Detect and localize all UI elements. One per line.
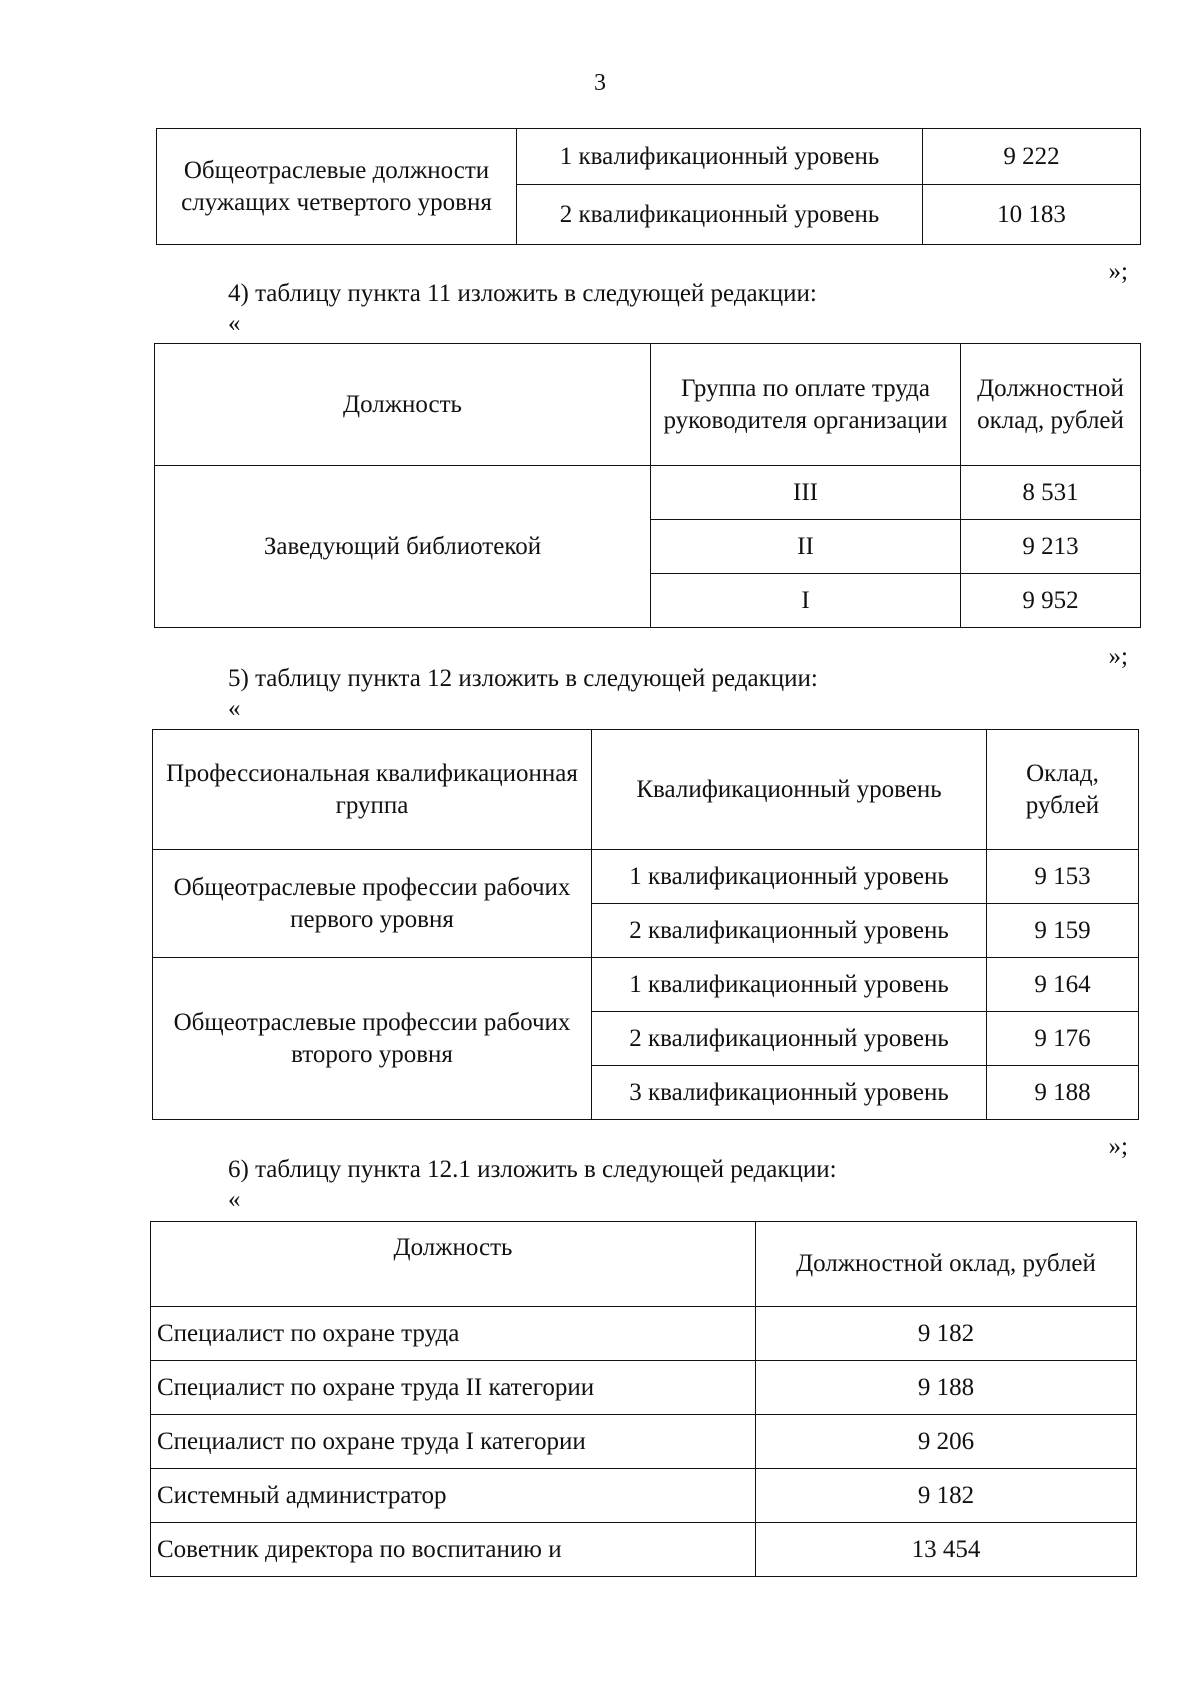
salary-cell: 9 164 [987, 958, 1139, 1012]
salary-cell: 9 206 [756, 1415, 1137, 1469]
opening-quote: « [228, 1186, 241, 1213]
header-group: Профессиональная квалификационная группа [153, 730, 592, 850]
position-cell: Системный администратор [151, 1469, 756, 1523]
section4-instruction: 4) таблицу пункта 11 изложить в следующей редакции: [228, 280, 817, 307]
level-cell: 1 квалификационный уровень [592, 958, 987, 1012]
salary-cell: 9 159 [987, 904, 1139, 958]
salary-cell: 10 183 [923, 185, 1141, 245]
group-cell: I [651, 574, 961, 628]
salary-cell: 9 222 [923, 129, 1141, 185]
level-cell: 3 квалификационный уровень [592, 1066, 987, 1120]
section5-instruction: 5) таблицу пункта 12 изложить в следующей редакции: [228, 665, 818, 692]
salary-cell: 13 454 [756, 1523, 1137, 1577]
header-position: Должность [151, 1222, 756, 1307]
group-cell: Общеотраслевые профессии рабочих второго уровня [153, 958, 592, 1120]
level-cell: 1 квалификационный уровень [592, 850, 987, 904]
group-cell: Общеотраслевые профессии рабочих первого уровня [153, 850, 592, 958]
level-cell: 1 квалификационный уровень [517, 129, 923, 185]
header-level: Квалификационный уровень [592, 730, 987, 850]
opening-quote: « [228, 310, 241, 337]
position-cell: Специалист по охране труда I категории [151, 1415, 756, 1469]
table-section5 [152, 729, 1139, 1120]
page-number: 3 [594, 70, 606, 96]
group-cell: II [651, 520, 961, 574]
table-section4 [154, 343, 1141, 628]
table-prev [156, 128, 1141, 245]
header-position: Должность [155, 344, 651, 466]
level-cell: 2 квалификационный уровень [592, 1012, 987, 1066]
salary-cell: 9 213 [961, 520, 1141, 574]
position-cell: Специалист по охране труда II категории [151, 1361, 756, 1415]
group-cell: III [651, 466, 961, 520]
group-cell: Общеотраслевые должности служащих четвертого уровня [157, 129, 517, 245]
position-cell: Заведующий библиотекой [155, 466, 651, 628]
salary-cell: 9 153 [987, 850, 1139, 904]
header-salary: Должностной оклад, рублей [961, 344, 1141, 466]
header-salary: Оклад, рублей [987, 730, 1139, 850]
header-salary: Должностной оклад, рублей [756, 1222, 1137, 1307]
opening-quote: « [228, 695, 241, 722]
position-cell: Специалист по охране труда [151, 1307, 756, 1361]
salary-cell: 9 188 [987, 1066, 1139, 1120]
header-group: Группа по оплате труда руководителя организации [651, 344, 961, 466]
level-cell: 2 квалификационный уровень [517, 185, 923, 245]
level-cell: 2 квалификационный уровень [592, 904, 987, 958]
position-cell: Советник директора по воспитанию и [151, 1523, 756, 1577]
closing-quote: »; [1108, 258, 1128, 285]
salary-cell: 9 182 [756, 1307, 1137, 1361]
salary-cell: 9 176 [987, 1012, 1139, 1066]
salary-cell: 8 531 [961, 466, 1141, 520]
section6-instruction: 6) таблицу пункта 12.1 изложить в следующей редакции: [228, 1156, 837, 1183]
closing-quote: »; [1108, 643, 1128, 670]
closing-quote: »; [1108, 1133, 1128, 1160]
salary-cell: 9 188 [756, 1361, 1137, 1415]
table-section6 [150, 1221, 1137, 1577]
salary-cell: 9 952 [961, 574, 1141, 628]
salary-cell: 9 182 [756, 1469, 1137, 1523]
